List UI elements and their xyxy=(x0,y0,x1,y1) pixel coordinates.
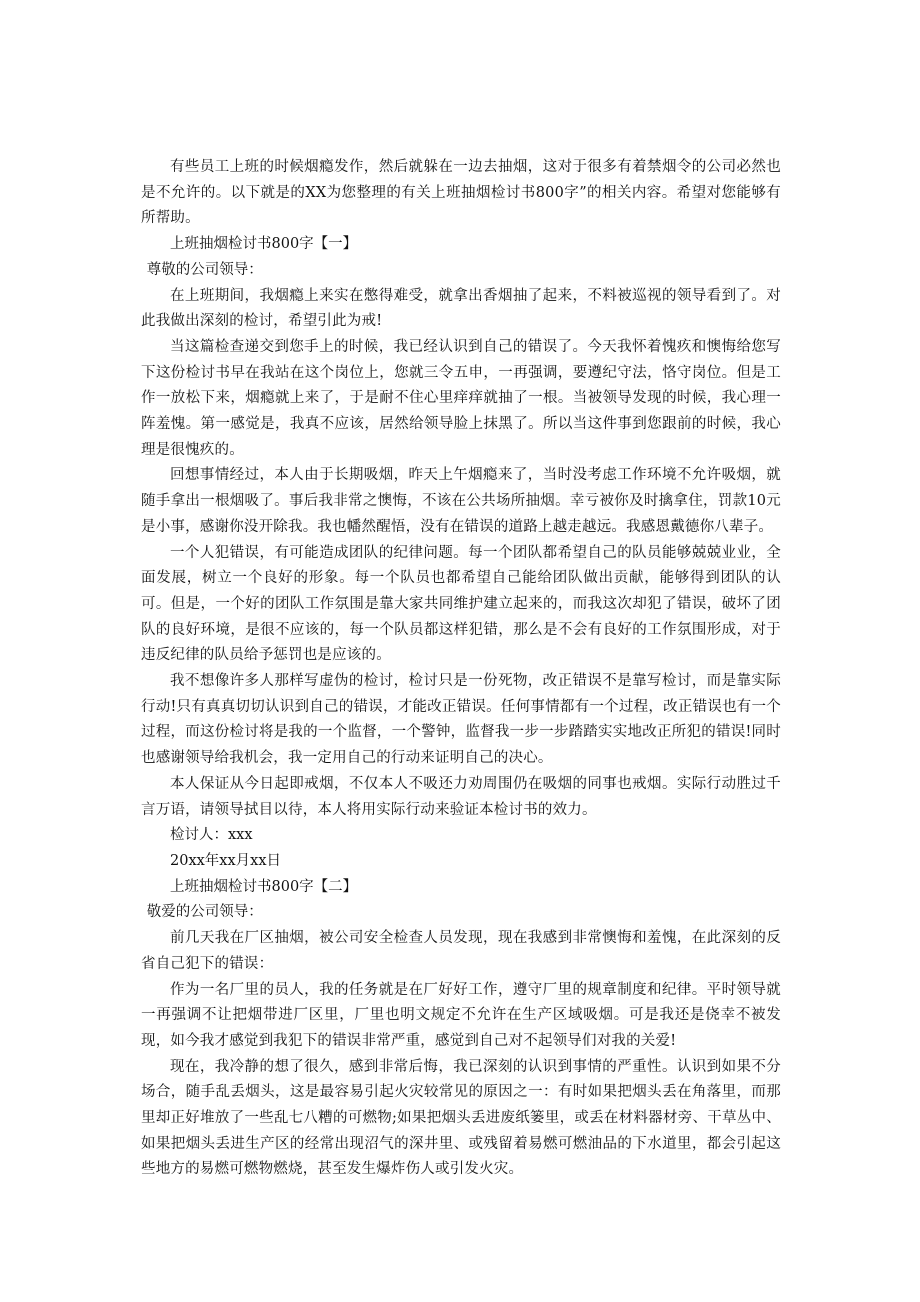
section-2-paragraph: 前几天我在厂区抽烟，被公司安全检查人员发现，现在我感到非常懊悔和羞愧，在此深刻的反省自己犯下的错误： xyxy=(141,930,781,972)
date-line: 20xx年xx月xx日 xyxy=(170,852,282,869)
section-1-paragraph: 一个人犯错误，有可能造成团队的纪律问题。每一个团队都希望自己的队员能够兢兢业业，全面发展，树立一个良好的形象。每一个队员也都希望自己能给团队做出贡献，能够得到团队的认可。但是，一个好的团队工作氛围是靠大家共同维护建立起来的，而我这次却犯了错误，破坏了团队的良好环境，是很不应该的，每一个队员都这样犯错，那么是不会有良好的工作氛围形成，对于违反纪律的队员给予惩罚也是应该的。 xyxy=(141,544,781,664)
section-1-paragraph: 我不想像许多人那样写虚伪的检讨，检讨只是一份死物，改正错误不是靠写检讨，而是靠实际行动!只有真真切切认识到自己的错误，才能改正错误。任何事情都有一个过程，改正错误也有一个过程，而这份检讨将是我的一个监督，一个警钟，监督我一步一步踏踏实实地改正所犯的错误!同时也感谢领导给我机会，我一定用自己的行动来证明自己的决心。 xyxy=(141,673,781,767)
section-2-salutation: 敬爱的公司领导： xyxy=(146,904,263,921)
section-2-paragraph: 现在，我冷静的想了很久，感到非常后悔，我已深刻的认识到事情的严重性。认识到如果不分场合，随手乱丢烟头，这是最容易引起火灾较常见的原因之一：有时如果把烟头丢在角落里，而那里却正好堆放了一些乱七八糟的可燃物;如果把烟头丢进废纸篓里，或丢在材料器材旁、干草丛中、如果把烟头丢进生产区的经常出现沼气的深井里、或残留着易燃可燃油品的下水道里，都会引起这些地方的易燃可燃物燃烧，甚至发生爆炸伤人或引发火灾。 xyxy=(141,1058,781,1178)
section-1-paragraph: 本人保证从今日起即戒烟，不仅本人不吸还力劝周围仍在吸烟的同事也戒烟。实际行动胜过千言万语，请领导拭目以待，本人将用实际行动来验证本检讨书的效力。 xyxy=(141,775,781,818)
section-1-paragraph: 在上班期间，我烟瘾上来实在憋得难受，就拿出香烟抽了起来，不料被巡视的领导看到了。对此我做出深刻的检讨，希望引此为戒! xyxy=(141,287,781,330)
intro-paragraph: 有些员工上班的时候烟瘾发作，然后就躲在一边去抽烟，这对于很多有着禁烟令的公司必然也是不允许的。以下就是的XX为您整理的有关上班抽烟检讨书800字”的相关内容。希望对您能够有所帮助。 xyxy=(141,159,781,227)
section-1-salutation: 尊敬的公司领导： xyxy=(146,261,263,278)
section-1-paragraph: 当这篇检查递交到您手上的时候，我已经认识到自己的错误了。今天我怀着愧疚和懊悔给您写下这份检讨书早在我站在这个岗位上，您就三令五申，一再强调，要遵纪守法，恪守岗位。但是工作一放松下来，烟瘾就上来了，于是耐不住心里痒痒就抽了一根。当被领导发现的时候，我心理一阵羞愧。第一感觉是，我真不应该，居然给领导脸上抹黑了。所以当这件事到您跟前的时候，我心理是很愧疚的。 xyxy=(141,338,781,458)
section-1-paragraph: 回想事情经过，本人由于长期吸烟，昨天上午烟瘾来了，当时没考虑工作环境不允许吸烟，就随手拿出一根烟吸了。事后我非常之懊悔，不该在公共场所抽烟。幸亏被你及时擒拿住，罚款10元是小事，感谢你没开除我。我也幡然醒悟，没有在错误的道路上越走越远。我感恩戴德你八辈子。 xyxy=(141,467,781,535)
section-2-paragraph: 作为一名厂里的员人，我的任务就是在厂好好工作，遵守厂里的规章制度和纪律。平时领导就一再强调不让把烟带进厂区里，厂里也明文规定不允许在生产区域吸烟。可是我还是侥幸不被发现，如今我才感觉到我犯下的错误非常严重，感觉到自己对不起领导们对我的关爱! xyxy=(141,981,781,1049)
section-2-title: 上班抽烟检讨书800字【二】 xyxy=(170,878,358,895)
section-1-title: 上班抽烟检讨书800字【一】 xyxy=(170,236,358,253)
signer-line: 检讨人：xxx xyxy=(170,827,253,844)
document-page xyxy=(141,155,781,1183)
